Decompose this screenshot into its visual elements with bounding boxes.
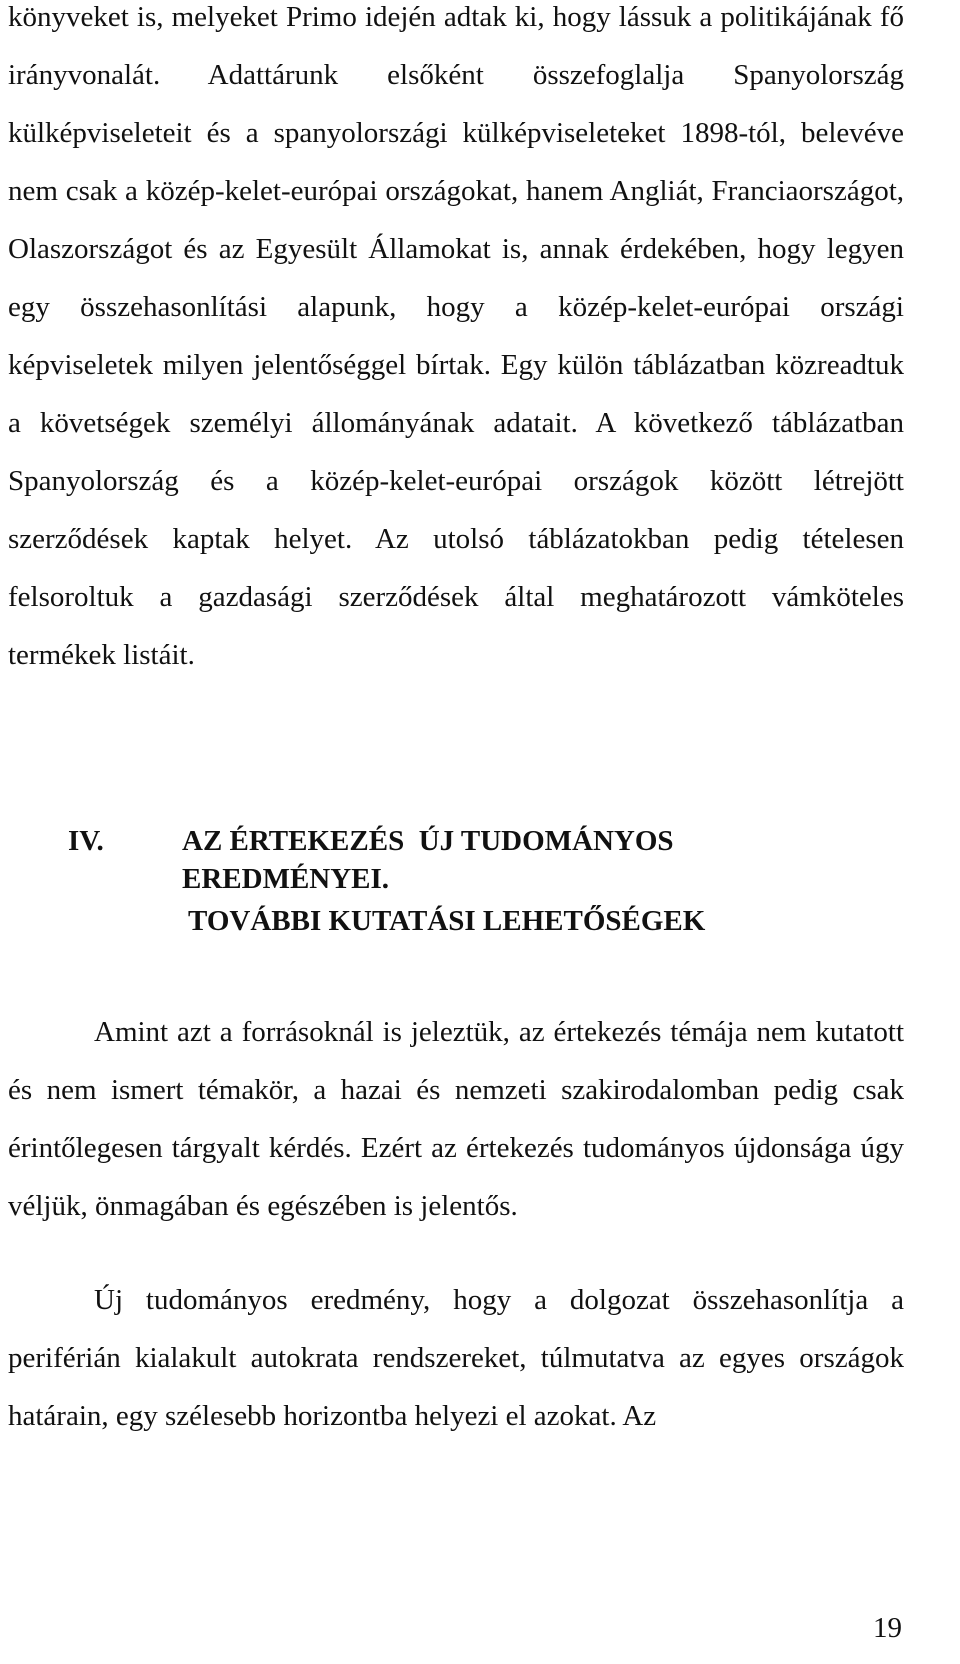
section-number: IV.: [68, 825, 104, 857]
page-number: 19: [873, 1612, 902, 1644]
section-title-line-1: AZ ÉRTEKEZÉS ÚJ TUDOMÁNYOS: [182, 825, 674, 857]
novelty-paragraph: Amint azt a forrásoknál is jeleztük, az értekezés témája nem kutatott és nem ismert témakör, a hazai és nemzeti szakirodalomban pedig csak érintőlegesen tárgyalt kérdés. Ezért az értekezés tudományos újdonsága úgy véljük, önmagában és egészében is jelentős.: [8, 1016, 904, 1222]
section-subtitle: TOVÁBBI KUTATÁSI LEHETŐSÉGEK: [188, 905, 706, 937]
section-title: [182, 822, 674, 898]
intro-paragraph: könyveket is, melyeket Primo idején adtak ki, hogy lássuk a politikájának fő irányvonalát. Adattárunk elsőként összefoglalja Spanyolország külképviseleteit és a spanyolországi külképviseleteket 1898-tól, belevéve nem csak a közép-kelet-európai országokat, hanem Angliát, Franciaországot, Olaszországot és az Egyesült Államokat is, annak érdekében, hogy legyen egy összehasonlítási alapunk, hogy a közép-kelet-európai országi képviseletek milyen jelentőséggel bírtak. Egy külön táblázatban közreadtuk a követségek személyi állományának adatait. A következő táblázatban Spanyolország és a közép-kelet-európai országok között létrejött szerződések kaptak helyet. Az utolsó táblázatokban pedig tételesen felsoroltuk a gazdasági szerződések által meghatározott vámköteles termékek listáit.: [8, 1, 904, 671]
section-title-line-2: EREDMÉNYEI.: [182, 863, 390, 895]
results-paragraph: Új tudományos eredmény, hogy a dolgozat összehasonlítja a periférián kialakult autokrata rendszereket, túlmutatva az egyes országok határain, egy szélesebb horizontba helyezi el azokat. Az: [8, 1284, 904, 1432]
